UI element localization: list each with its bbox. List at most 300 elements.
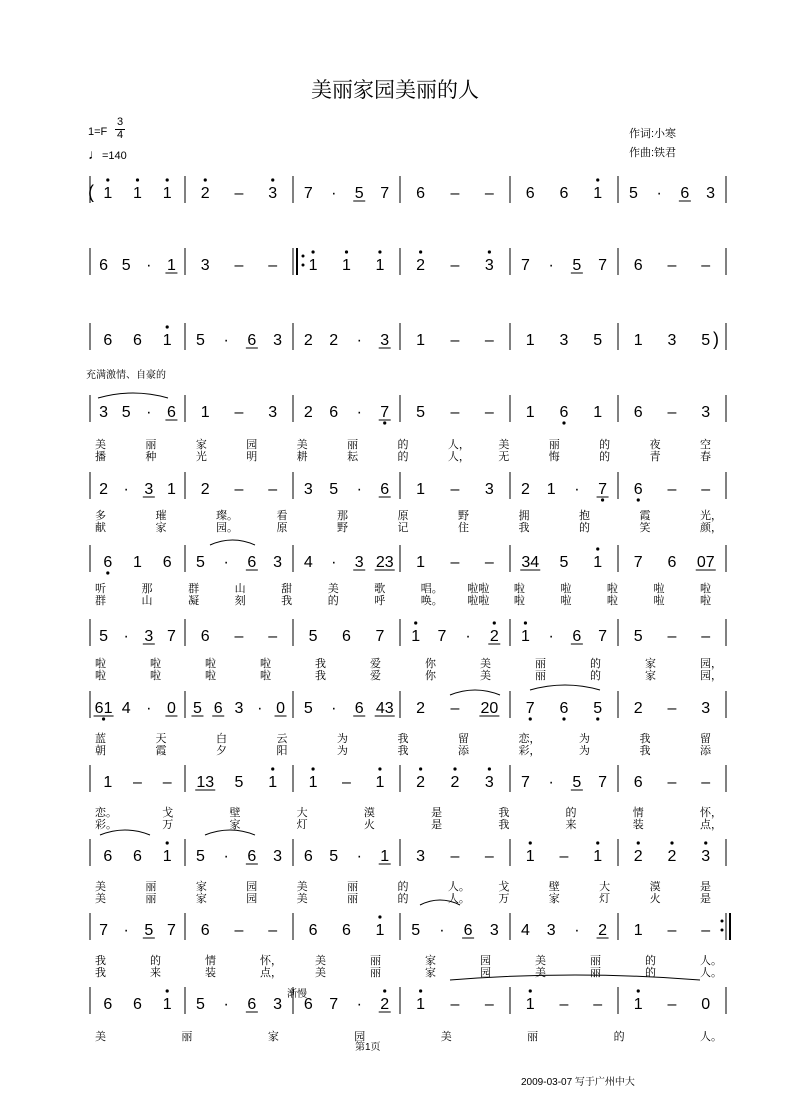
note: 1 [525, 996, 535, 1013]
note: 1 [162, 848, 172, 865]
note: – [701, 257, 711, 274]
lyric-syllable: 美 [498, 438, 510, 451]
note: – [234, 404, 244, 421]
note: · [123, 922, 129, 939]
note: 3 [273, 996, 283, 1013]
lower-octave-dot [106, 571, 109, 574]
lyricist-credit: 作词:小寒 [629, 128, 677, 140]
note: 3 [273, 332, 283, 349]
note: 1 [268, 774, 278, 791]
close-parenthesis: ) [713, 329, 719, 349]
note: 1 [380, 848, 390, 865]
lyric-syllable: 园 [480, 954, 491, 967]
note: 6 [103, 996, 113, 1013]
lyric-syllable: 园 [246, 880, 258, 893]
lyric-syllable: 美 [480, 657, 491, 670]
lower-octave-dot [601, 498, 604, 501]
note: 1 [633, 996, 643, 1013]
note: 6 [200, 628, 210, 645]
tempo-change-marking: 渐慢 [287, 989, 307, 1000]
upper-octave-dot [637, 989, 640, 992]
lyric-syllable: 美 [95, 438, 106, 451]
note: 6 [99, 257, 109, 274]
note: 2 [598, 922, 608, 939]
note: · [331, 185, 337, 202]
lyric-syllable: 怀， [700, 806, 722, 819]
note: 5 [593, 700, 603, 717]
note: – [450, 185, 460, 202]
note: 6 [162, 554, 172, 571]
note: – [701, 481, 711, 498]
lyric-syllable: 是 [431, 806, 443, 819]
lyric-syllable: 美 [95, 880, 106, 893]
lyric-syllable: 美 [535, 954, 546, 967]
note: 6 [103, 554, 113, 571]
note: 6 [213, 700, 223, 717]
note: – [593, 996, 603, 1013]
lyric-syllable: 看 [276, 509, 288, 522]
score-system [90, 619, 726, 682]
note: 5 [195, 848, 205, 865]
upper-octave-dot [136, 178, 139, 181]
note: 7 [329, 996, 339, 1013]
lyric-syllable: 的 [645, 966, 656, 979]
note: · [574, 481, 580, 498]
lyric-syllable: 的 [565, 806, 577, 819]
repeat-dot [721, 929, 724, 932]
score-system [90, 545, 726, 607]
lyric-syllable: 甜 [281, 582, 293, 595]
note: 6 [559, 404, 569, 421]
note: – [559, 848, 569, 865]
lyric-syllable: 装 [632, 818, 644, 831]
note: 3 [484, 257, 494, 274]
upper-octave-dot [637, 841, 640, 844]
note: 20 [480, 700, 499, 717]
lower-octave-dot [637, 498, 640, 501]
lyric-syllable: 记 [397, 521, 409, 534]
note: – [450, 848, 460, 865]
note: – [234, 185, 244, 202]
quarter-note-icon: ♩ [88, 146, 102, 162]
note: · [123, 481, 129, 498]
note: 6 [559, 185, 569, 202]
lyric-syllable: 的 [579, 521, 590, 534]
upper-octave-dot [529, 841, 532, 844]
lyric-syllable: 丽 [370, 954, 381, 967]
note: 4 [303, 554, 313, 571]
lyric-syllable: 家 [425, 966, 436, 979]
lyric-syllable: 美 [440, 1030, 452, 1043]
note: 1 [593, 848, 603, 865]
note: 1 [593, 404, 603, 421]
lower-octave-dot [596, 717, 599, 720]
note: 6 [247, 332, 257, 349]
note: 7 [598, 774, 608, 791]
note: 0 [701, 996, 711, 1013]
note: 3 [99, 404, 109, 421]
lyric-syllable: 种 [145, 450, 157, 463]
upper-octave-dot [311, 250, 314, 253]
note: 3 [303, 481, 313, 498]
lyric-syllable: 漠 [363, 806, 375, 819]
note: – [268, 257, 278, 274]
lyric-syllable: 丽 [347, 438, 359, 451]
lyric-syllable: 的 [599, 450, 611, 463]
note: – [484, 996, 494, 1013]
note: – [701, 774, 711, 791]
lyric-syllable: 美 [95, 892, 106, 905]
note: 3 [484, 774, 494, 791]
note: 5 [559, 554, 569, 571]
lyric-syllable: 我 [95, 966, 106, 979]
key-label: 1=F [88, 126, 108, 138]
note: 6 [633, 257, 643, 274]
lyric-syllable: 听 [95, 582, 106, 595]
note: 1 [162, 332, 172, 349]
lyric-syllable: 夕 [216, 744, 227, 757]
lyric-syllable: 啦 [700, 594, 711, 607]
lyric-syllable: 留 [458, 732, 469, 745]
note: 6 [572, 628, 582, 645]
time-signature-bottom: 4 [117, 129, 124, 141]
lower-octave-dot [102, 717, 105, 720]
note: · [223, 996, 229, 1013]
lyric-syllable: 人。 [700, 1030, 722, 1043]
slur [210, 540, 255, 545]
note: – [559, 996, 569, 1013]
note: 3 [354, 554, 364, 571]
lyric-syllable: 啦 [150, 657, 161, 670]
upper-octave-dot [166, 178, 169, 181]
lyric-syllable: 的 [397, 438, 409, 451]
lyric-syllable: 的 [327, 594, 339, 607]
lyric-syllable: 园 [246, 892, 258, 905]
note: 2 [667, 848, 677, 865]
note: 3 [273, 848, 283, 865]
lyric-syllable: 美 [296, 892, 308, 905]
lyric-syllable: 我 [397, 732, 409, 745]
note: 6 [463, 922, 473, 939]
note: 2 [303, 332, 313, 349]
note: 3 [667, 332, 677, 349]
lyric-syllable: 啦啦 [467, 594, 490, 607]
lyric-syllable: 天 [155, 732, 167, 745]
lyric-syllable: 我 [498, 806, 510, 819]
score-system [90, 176, 726, 203]
note: · [223, 554, 229, 571]
lyric-syllable: 爱 [370, 669, 381, 682]
lyric-syllable: 光， [700, 509, 722, 522]
note: 1 [593, 554, 603, 571]
note: 6 [680, 185, 690, 202]
note: – [234, 628, 244, 645]
lyric-syllable: 夜 [649, 438, 661, 451]
note: 1 [162, 996, 172, 1013]
note: 7 [520, 774, 530, 791]
lower-octave-dot [562, 421, 565, 424]
lyric-syllable: 漠 [649, 880, 661, 893]
lyric-syllable: 是 [431, 818, 443, 831]
lyric-syllable: 凝 [188, 594, 200, 607]
note: – [667, 404, 677, 421]
lyric-syllable: 我 [95, 954, 106, 967]
score-system [90, 839, 726, 905]
note: – [268, 628, 278, 645]
upper-octave-dot [596, 178, 599, 181]
lyric-syllable: 灯 [296, 818, 308, 831]
upper-octave-dot [204, 178, 207, 181]
note: 61 [94, 700, 113, 717]
lyric-syllable: 留 [700, 732, 711, 745]
lyric-syllable: 家 [195, 438, 207, 451]
note: 1 [103, 185, 113, 202]
lyric-syllable: 为 [337, 732, 348, 745]
lyric-syllable: 献 [95, 521, 106, 534]
lyric-syllable: 情 [632, 806, 644, 819]
lyric-syllable: 那 [337, 509, 348, 522]
lyric-syllable: 的 [397, 450, 409, 463]
score-system [90, 248, 726, 275]
note: – [450, 481, 460, 498]
note: 1 [375, 922, 385, 939]
note: 6 [380, 481, 390, 498]
note: 6 [329, 404, 339, 421]
note: · [574, 922, 580, 939]
lyric-syllable: 呼 [374, 594, 386, 607]
note: 7 [437, 628, 447, 645]
lyric-syllable: 是 [700, 880, 711, 893]
note: 3 [559, 332, 569, 349]
composer-credit: 作曲:铁君 [629, 147, 677, 159]
lyric-syllable: 恋。 [95, 806, 117, 819]
lyric-syllable: 悔 [548, 450, 560, 463]
note: – [450, 332, 460, 349]
lyric-syllable: 啦 [260, 669, 271, 682]
note: · [223, 332, 229, 349]
note: 2 [99, 481, 109, 498]
note: 7 [380, 404, 390, 421]
note: 3 [234, 700, 244, 717]
lyric-syllable: 壁 [548, 880, 560, 893]
note: 5 [411, 922, 421, 939]
note: 0 [166, 700, 176, 717]
lyric-syllable: 火 [649, 892, 661, 905]
lyric-syllable: 啦 [560, 594, 572, 607]
upper-octave-dot [166, 989, 169, 992]
lyric-syllable: 丽 [370, 966, 381, 979]
score-system [90, 987, 726, 1043]
lyric-syllable: 的 [645, 954, 656, 967]
note: – [484, 848, 494, 865]
slur [450, 690, 500, 695]
lyric-syllable: 丽 [347, 880, 359, 893]
lyric-syllable: 家 [645, 669, 656, 682]
lyric-syllable: 丽 [590, 966, 601, 979]
lyric-syllable: 灯 [599, 892, 611, 905]
lyric-syllable: 抱 [579, 509, 590, 522]
note: · [356, 404, 362, 421]
lyric-syllable: 我 [639, 744, 651, 757]
upper-octave-dot [106, 178, 109, 181]
note: 5 [193, 700, 202, 717]
lyric-syllable: 啦 [260, 657, 271, 670]
lyric-syllable: 住 [458, 521, 469, 534]
lyric-syllable: 彩。 [95, 818, 117, 831]
note: 1 [133, 554, 142, 571]
lyric-syllable: 人。 [700, 954, 722, 967]
lyric-syllable: 人。 [700, 966, 722, 979]
upper-octave-dot [419, 767, 422, 770]
note: 1 [133, 185, 142, 202]
lyric-syllable: 群 [188, 582, 200, 595]
lyric-syllable: 怀， [260, 954, 282, 967]
note: 7 [375, 628, 385, 645]
lyric-syllable: 耕 [296, 450, 308, 463]
upper-octave-dot [378, 915, 381, 918]
note: 5 [144, 922, 154, 939]
note: 1 [593, 185, 603, 202]
note: 0 [276, 700, 285, 717]
lyric-syllable: 点， [700, 818, 722, 831]
note: 3 [416, 848, 426, 865]
note: 6 [342, 922, 351, 939]
lyric-syllable: 你 [425, 657, 436, 670]
lyric-syllable: 为 [337, 744, 348, 757]
note: 6 [103, 332, 113, 349]
lyric-syllable: 丽 [535, 657, 546, 670]
note: · [146, 700, 152, 717]
lyric-syllable: 添 [458, 744, 469, 757]
lyric-syllable: 家 [548, 892, 560, 905]
note: – [701, 628, 711, 645]
upper-octave-dot [378, 767, 381, 770]
note: 6 [247, 996, 257, 1013]
note: · [548, 774, 554, 791]
lyric-syllable: 山 [234, 582, 246, 595]
lyric-syllable: 啦 [700, 582, 711, 595]
note: · [356, 332, 362, 349]
note: – [450, 404, 460, 421]
score-system [90, 395, 726, 463]
lyric-syllable: 园。 [216, 521, 238, 534]
upper-octave-dot [493, 621, 496, 624]
lyric-syllable: 来 [565, 818, 577, 831]
lyric-syllable: 爱 [370, 657, 381, 670]
note: · [257, 700, 263, 717]
lyric-syllable: 霞 [639, 509, 651, 522]
note: 6 [103, 848, 113, 865]
note: 6 [308, 922, 318, 939]
note: 1 [375, 257, 385, 274]
note: 3 [701, 700, 711, 717]
slur [530, 685, 600, 690]
lyric-syllable: 彩， [518, 744, 541, 757]
lyric-syllable: 我 [315, 669, 326, 682]
note: 6 [559, 700, 569, 717]
lyric-syllable: 笑 [639, 521, 651, 534]
lyric-syllable: 丽 [145, 438, 157, 451]
lyric-syllable: 丽 [548, 438, 560, 451]
note: 1 [520, 628, 530, 645]
lyric-syllable: 我 [498, 818, 510, 831]
lyric-syllable: 人， [447, 450, 470, 463]
lyric-syllable: 颜， [700, 521, 722, 534]
lyric-syllable: 来 [150, 966, 161, 979]
lyric-syllable: 丽 [535, 669, 546, 682]
score-system [90, 472, 726, 534]
note: 2 [329, 332, 339, 349]
note: 6 [200, 922, 210, 939]
lyric-syllable: 空 [700, 438, 711, 451]
note: 2 [380, 996, 390, 1013]
note: 5 [593, 332, 603, 349]
note: 1 [166, 481, 176, 498]
lyric-syllable: 野 [458, 509, 469, 522]
note: 2 [416, 700, 426, 717]
note: 3 [701, 848, 711, 865]
lyric-syllable: 朝 [95, 744, 106, 757]
lyric-syllable: 你 [425, 669, 436, 682]
lyric-syllable: 啦啦 [467, 582, 490, 595]
note: – [234, 922, 244, 939]
upper-octave-dot [488, 250, 491, 253]
lyric-syllable: 恋， [518, 732, 541, 745]
note: 5 [416, 404, 426, 421]
lyric-syllable: 啦 [653, 594, 665, 607]
expression-marking: 充满激情、自豪的 [86, 370, 166, 381]
note: 7 [99, 922, 109, 939]
lyric-syllable: 云 [276, 732, 288, 745]
time-signature-top: 3 [117, 116, 124, 128]
note: 6 [303, 848, 313, 865]
note: 5 [329, 848, 339, 865]
note: · [465, 628, 471, 645]
upper-octave-dot [670, 841, 673, 844]
lyric-syllable: 啦 [150, 669, 161, 682]
note: 3 [706, 185, 716, 202]
note: 6 [354, 700, 364, 717]
note: 5 [329, 481, 339, 498]
note: 4 [121, 700, 131, 717]
note: 7 [380, 185, 390, 202]
note: 13 [196, 774, 215, 791]
note: – [667, 481, 677, 498]
note: – [701, 922, 711, 939]
lyric-syllable: 春 [700, 450, 711, 463]
note: 1 [162, 185, 172, 202]
note: 1 [416, 332, 426, 349]
upper-octave-dot [419, 989, 422, 992]
note: 5 [121, 404, 131, 421]
note: · [123, 628, 129, 645]
note: 6 [667, 554, 677, 571]
note: 1 [525, 404, 535, 421]
note: 7 [598, 481, 608, 498]
lyric-syllable: 山 [141, 594, 153, 607]
lyric-syllable: 戈 [162, 806, 174, 819]
lyric-syllable: 播 [95, 450, 106, 463]
note: 2 [416, 774, 426, 791]
note: 2 [200, 481, 210, 498]
note: 6 [133, 996, 142, 1013]
note: 1 [375, 774, 385, 791]
note: 1 [633, 332, 643, 349]
note: 3 [701, 404, 711, 421]
lyric-syllable: 拥 [518, 509, 530, 522]
note: 6 [133, 848, 142, 865]
upper-octave-dot [271, 767, 274, 770]
